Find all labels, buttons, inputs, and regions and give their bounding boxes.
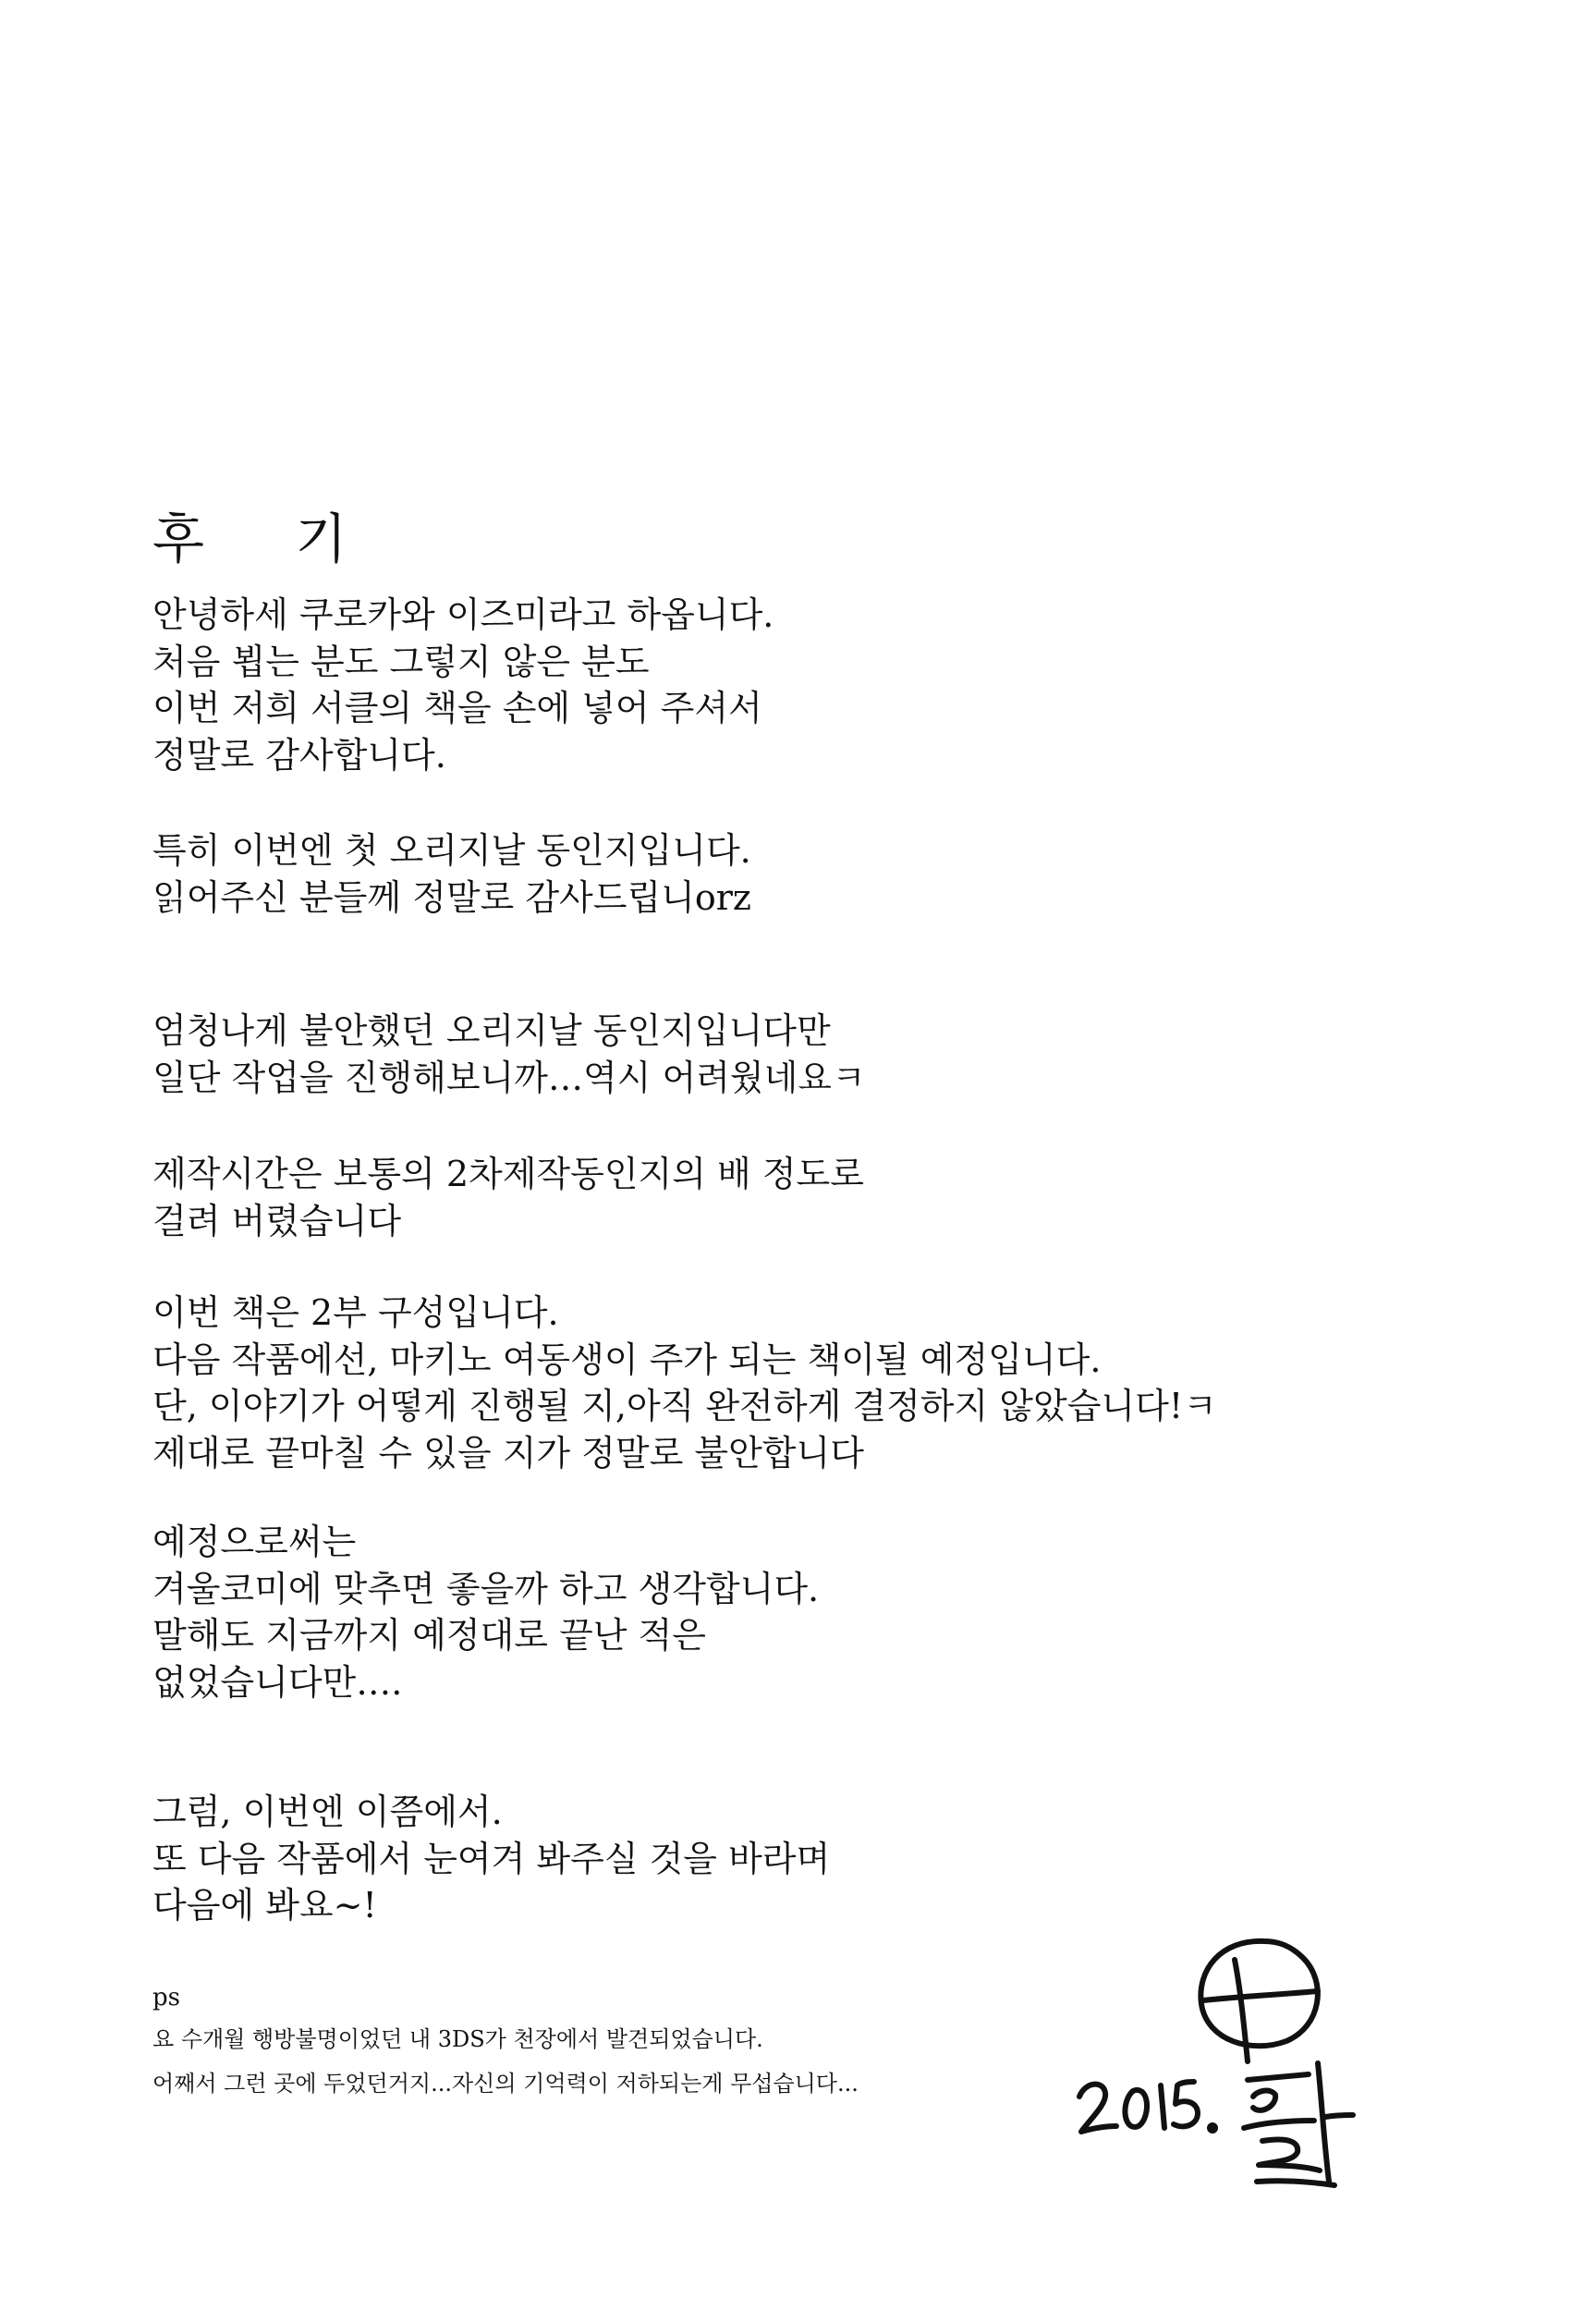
ps-line: 어째서 그런 곳에 두었던거지...자신의 기억력이 저하되는게 무섭습니다... xyxy=(152,2071,859,2097)
text-line: 안녕하세 쿠로카와 이즈미라고 하옵니다. xyxy=(152,594,774,635)
text-line: 없었습니다만…. xyxy=(152,1661,403,1703)
paragraph-closing xyxy=(152,1789,830,1929)
text-line: 겨울코미에 맞추면 좋을까 하고 생각합니다. xyxy=(152,1568,820,1609)
paragraph-schedule xyxy=(152,1519,819,1706)
text-line: 단, 이야기가 어떻게 진행될 지,아직 완전하게 결정하지 않았습니다!ㅋ xyxy=(152,1386,1217,1426)
text-line: 특히 이번엔 첫 오리지날 동인지입니다. xyxy=(152,830,751,871)
handwritten-signature xyxy=(1072,1923,1405,2200)
text-line: 예정으로써는 xyxy=(152,1522,357,1562)
paragraph-anxiety xyxy=(152,1008,866,1101)
text-line: 제대로 끝마칠 수 있을 지가 정말로 불안합니다 xyxy=(152,1432,864,1473)
paragraph-first-original xyxy=(152,827,751,921)
text-line: 걸려 버렸습니다 xyxy=(152,1200,402,1241)
text-line: 말해도 지금까지 예정대로 끝난 적은 xyxy=(152,1615,706,1656)
text-line: 다음 작품에선, 마키노 여동생이 주가 되는 책이될 예정입니다. xyxy=(152,1339,1102,1380)
text-line: 이번 책은 2부 구성입니다. xyxy=(152,1292,559,1333)
text-line: 또 다음 작품에서 눈여겨 봐주실 것을 바라며 xyxy=(152,1838,831,1879)
ps-line: 요 수개월 행방불명이었던 내 3DS가 천장에서 발견되었습니다. xyxy=(152,2026,763,2052)
text-line: 제작시간은 보통의 2차제작동인지의 배 정도로 xyxy=(152,1154,864,1194)
text-line: 이번 저희 서클의 책을 손에 넣어 주셔서 xyxy=(152,688,762,728)
page-title: 후 기 xyxy=(152,507,384,570)
paragraph-two-parts xyxy=(152,1290,1217,1476)
ps-label: ps xyxy=(152,1984,180,2011)
paragraph-greeting xyxy=(152,592,774,778)
text-line: 읽어주신 분들께 정말로 감사드립니orz xyxy=(152,876,751,918)
text-line: 처음 뵙는 분도 그렇지 않은 분도 xyxy=(152,641,650,682)
text-line: 일단 작업을 진행해보니까…역시 어려웠네요ㅋ xyxy=(152,1057,866,1098)
text-line: 다음에 봐요~! xyxy=(152,1885,377,1926)
text-line: 그럼, 이번엔 이쯤에서. xyxy=(152,1791,503,1832)
text-line: 엄청나게 불안했던 오리지날 동인지입니다만 xyxy=(152,1010,831,1051)
paragraph-production-time xyxy=(152,1151,864,1244)
text-line: 정말로 감사합니다. xyxy=(152,734,446,776)
